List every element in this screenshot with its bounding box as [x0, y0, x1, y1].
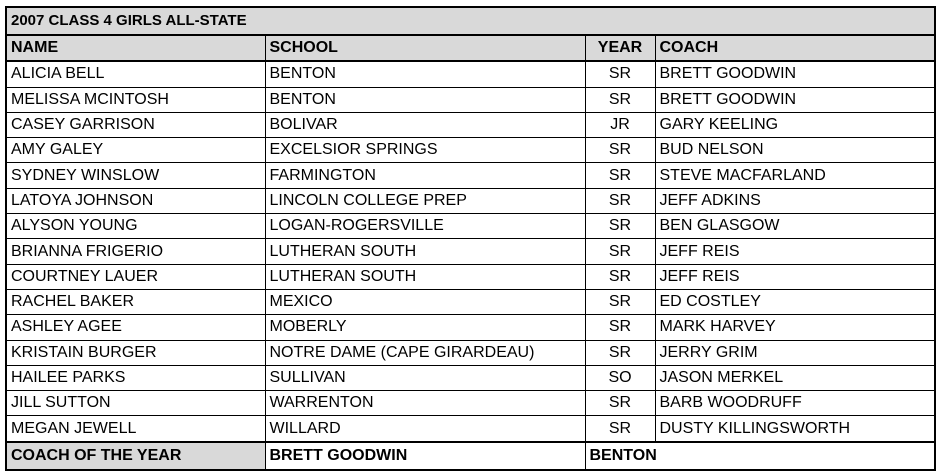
cell-name: SYDNEY WINSLOW	[6, 163, 265, 188]
coach-of-year-school: BENTON	[585, 442, 935, 470]
cell-year: SR	[585, 214, 655, 239]
cell-coach: MARK HARVEY	[655, 315, 935, 340]
cell-year: SR	[585, 87, 655, 112]
table-row	[6, 340, 935, 365]
cell-year: SR	[585, 391, 655, 416]
table-row	[6, 315, 935, 340]
table-row	[6, 239, 935, 264]
table-row	[6, 365, 935, 390]
cell-coach: JASON MERKEL	[655, 365, 935, 390]
cell-year: SR	[585, 264, 655, 289]
cell-coach: JERRY GRIM	[655, 340, 935, 365]
cell-school: BENTON	[265, 87, 585, 112]
cell-coach: STEVE MACFARLAND	[655, 163, 935, 188]
cell-coach: JEFF REIS	[655, 264, 935, 289]
cell-coach: JEFF ADKINS	[655, 188, 935, 213]
cell-year: SO	[585, 365, 655, 390]
cell-name: RACHEL BAKER	[6, 289, 265, 314]
cell-name: JILL SUTTON	[6, 391, 265, 416]
title-row	[6, 7, 935, 35]
cell-school: LOGAN-ROGERSVILLE	[265, 214, 585, 239]
table-row	[6, 188, 935, 213]
coach-of-year-label: COACH OF THE YEAR	[6, 442, 265, 470]
table-row	[6, 214, 935, 239]
coach-of-year-name: BRETT GOODWIN	[265, 442, 585, 470]
table-row	[6, 112, 935, 137]
cell-school: LUTHERAN SOUTH	[265, 264, 585, 289]
cell-name: HAILEE PARKS	[6, 365, 265, 390]
cell-coach: DUSTY KILLINGSWORTH	[655, 416, 935, 442]
table-row	[6, 289, 935, 314]
coach-of-year-row	[6, 442, 935, 470]
cell-school: SULLIVAN	[265, 365, 585, 390]
all-state-table	[5, 6, 936, 471]
cell-coach: BUD NELSON	[655, 138, 935, 163]
cell-name: COURTNEY LAUER	[6, 264, 265, 289]
table-row	[6, 87, 935, 112]
cell-name: CASEY GARRISON	[6, 112, 265, 137]
cell-name: AMY GALEY	[6, 138, 265, 163]
cell-name: LATOYA JOHNSON	[6, 188, 265, 213]
header-school: SCHOOL	[265, 35, 585, 61]
cell-year: SR	[585, 163, 655, 188]
cell-coach: JEFF REIS	[655, 239, 935, 264]
cell-name: MEGAN JEWELL	[6, 416, 265, 442]
table-row	[6, 264, 935, 289]
cell-year: SR	[585, 340, 655, 365]
cell-school: MEXICO	[265, 289, 585, 314]
table-row	[6, 416, 935, 442]
header-year: YEAR	[585, 35, 655, 61]
table-row	[6, 138, 935, 163]
cell-year: JR	[585, 112, 655, 137]
cell-school: FARMINGTON	[265, 163, 585, 188]
cell-year: SR	[585, 138, 655, 163]
cell-name: KRISTAIN BURGER	[6, 340, 265, 365]
cell-school: LUTHERAN SOUTH	[265, 239, 585, 264]
cell-year: SR	[585, 61, 655, 87]
cell-year: SR	[585, 416, 655, 442]
cell-name: ALYSON YOUNG	[6, 214, 265, 239]
table-row	[6, 391, 935, 416]
cell-school: BENTON	[265, 61, 585, 87]
cell-coach: BEN GLASGOW	[655, 214, 935, 239]
cell-year: SR	[585, 315, 655, 340]
all-state-sheet	[5, 6, 934, 471]
header-name: NAME	[6, 35, 265, 61]
table-row	[6, 61, 935, 87]
cell-coach: BRETT GOODWIN	[655, 61, 935, 87]
header-row	[6, 35, 935, 61]
cell-school: EXCELSIOR SPRINGS	[265, 138, 585, 163]
cell-year: SR	[585, 188, 655, 213]
cell-year: SR	[585, 239, 655, 264]
cell-name: ALICIA BELL	[6, 61, 265, 87]
cell-year: SR	[585, 289, 655, 314]
cell-name: ASHLEY AGEE	[6, 315, 265, 340]
cell-coach: GARY KEELING	[655, 112, 935, 137]
cell-school: WARRENTON	[265, 391, 585, 416]
cell-school: WILLARD	[265, 416, 585, 442]
cell-name: MELISSA MCINTOSH	[6, 87, 265, 112]
cell-coach: ED COSTLEY	[655, 289, 935, 314]
cell-school: NOTRE DAME (CAPE GIRARDEAU)	[265, 340, 585, 365]
header-coach: COACH	[655, 35, 935, 61]
cell-school: MOBERLY	[265, 315, 585, 340]
table-title: 2007 CLASS 4 GIRLS ALL-STATE	[6, 7, 935, 35]
table-row	[6, 163, 935, 188]
cell-coach: BARB WOODRUFF	[655, 391, 935, 416]
cell-school: LINCOLN COLLEGE PREP	[265, 188, 585, 213]
cell-coach: BRETT GOODWIN	[655, 87, 935, 112]
cell-school: BOLIVAR	[265, 112, 585, 137]
cell-name: BRIANNA FRIGERIO	[6, 239, 265, 264]
